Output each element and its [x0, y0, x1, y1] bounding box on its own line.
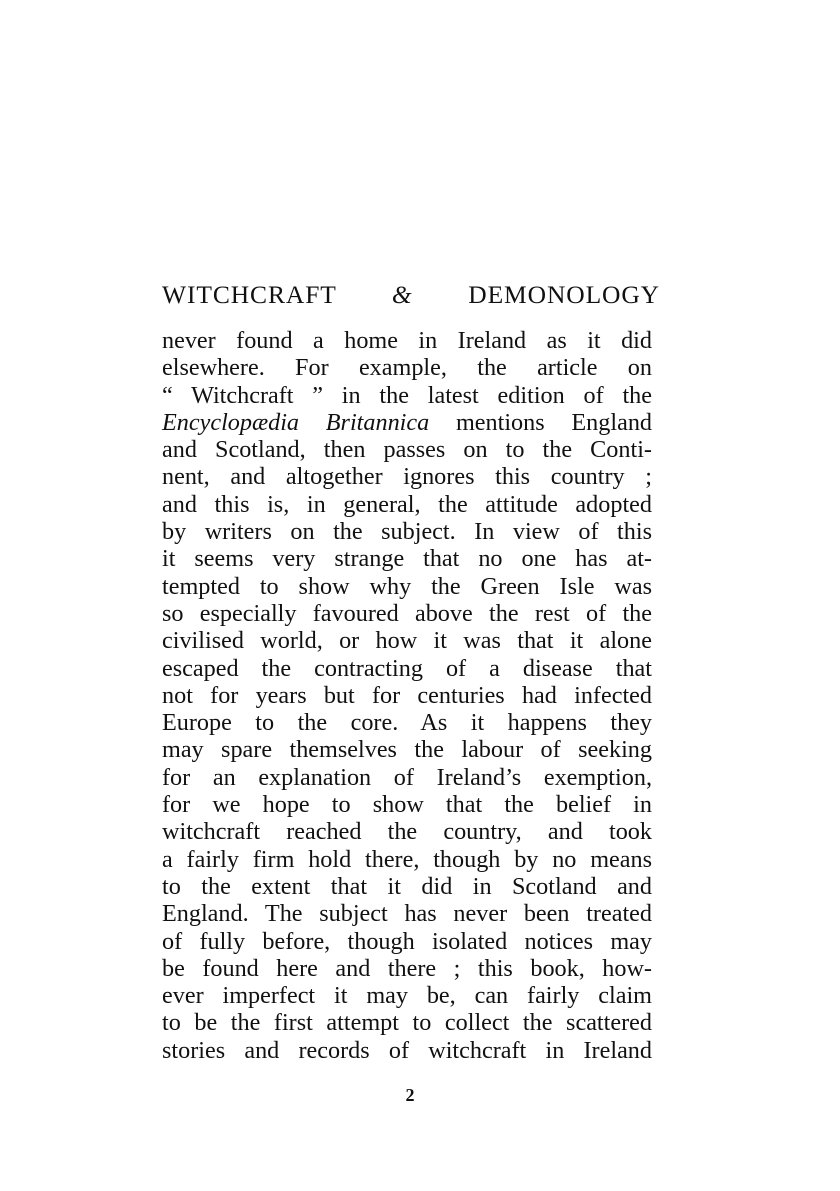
body-paragraph	[162, 327, 652, 1064]
running-head-right: DEMONOLOGY	[468, 280, 660, 309]
text-line-7: and this is, in general, the attitude adopted	[162, 490, 652, 518]
text-line-11: so especially favoured above the rest of the	[162, 599, 652, 627]
text-line-13: escaped the contracting of a disease that	[162, 654, 652, 682]
text-line-8: by writers on the subject. In view of this	[162, 518, 652, 546]
running-head	[162, 278, 660, 312]
text-line-21: to the extent that it did in Scotland and	[162, 872, 652, 900]
text-line-22: England. The subject has never been treated	[162, 900, 652, 928]
text-line-3: “ Witchcraft ” in the latest edition of the	[162, 381, 652, 409]
page-number: 2	[405, 1085, 415, 1105]
running-head-ampersand: &	[391, 280, 413, 309]
text-line-10: tempted to show why the Green Isle was	[162, 572, 652, 600]
text-line-18: for we hope to show that the belief in	[162, 791, 652, 819]
text-line-14: not for years but for centuries had infected	[162, 681, 652, 709]
text-line-4-rest: mentions England	[429, 408, 653, 436]
running-head-left: WITCHCRAFT	[162, 280, 337, 309]
text-line-24: be found here and there ; this book, how-	[162, 954, 652, 982]
text-line-15: Europe to the core. As it happens they	[162, 709, 652, 737]
text-line-9: it seems very strange that no one has at-	[162, 545, 652, 573]
text-line-23: of fully before, though isolated notices may	[162, 927, 652, 955]
text-line-20: a fairly firm hold there, though by no means	[162, 845, 652, 873]
text-line-2: elsewhere. For example, the article on	[162, 354, 652, 382]
text-line-17: for an explanation of Ireland’s exemption,	[162, 763, 652, 791]
text-line-27: stories and records of witchcraft in Ireland	[162, 1036, 652, 1064]
text-line-12: civilised world, or how it was that it alone	[162, 627, 652, 655]
text-line-1: never found a home in Ireland as it did	[162, 327, 652, 354]
text-line-4	[162, 409, 652, 436]
text-line-26: to be the first attempt to collect the scattered	[162, 1009, 652, 1037]
text-line-6: nent, and altogether ignores this country ;	[162, 463, 652, 491]
text-line-19: witchcraft reached the country, and took	[162, 818, 652, 846]
text-line-25: ever imperfect it may be, can fairly claim	[162, 982, 652, 1010]
encyclopaedia-title: Encyclopædia Britannica	[162, 408, 430, 436]
text-line-5: and Scotland, then passes on to the Conti-	[162, 436, 652, 464]
text-line-16: may spare themselves the labour of seeking	[162, 736, 652, 764]
